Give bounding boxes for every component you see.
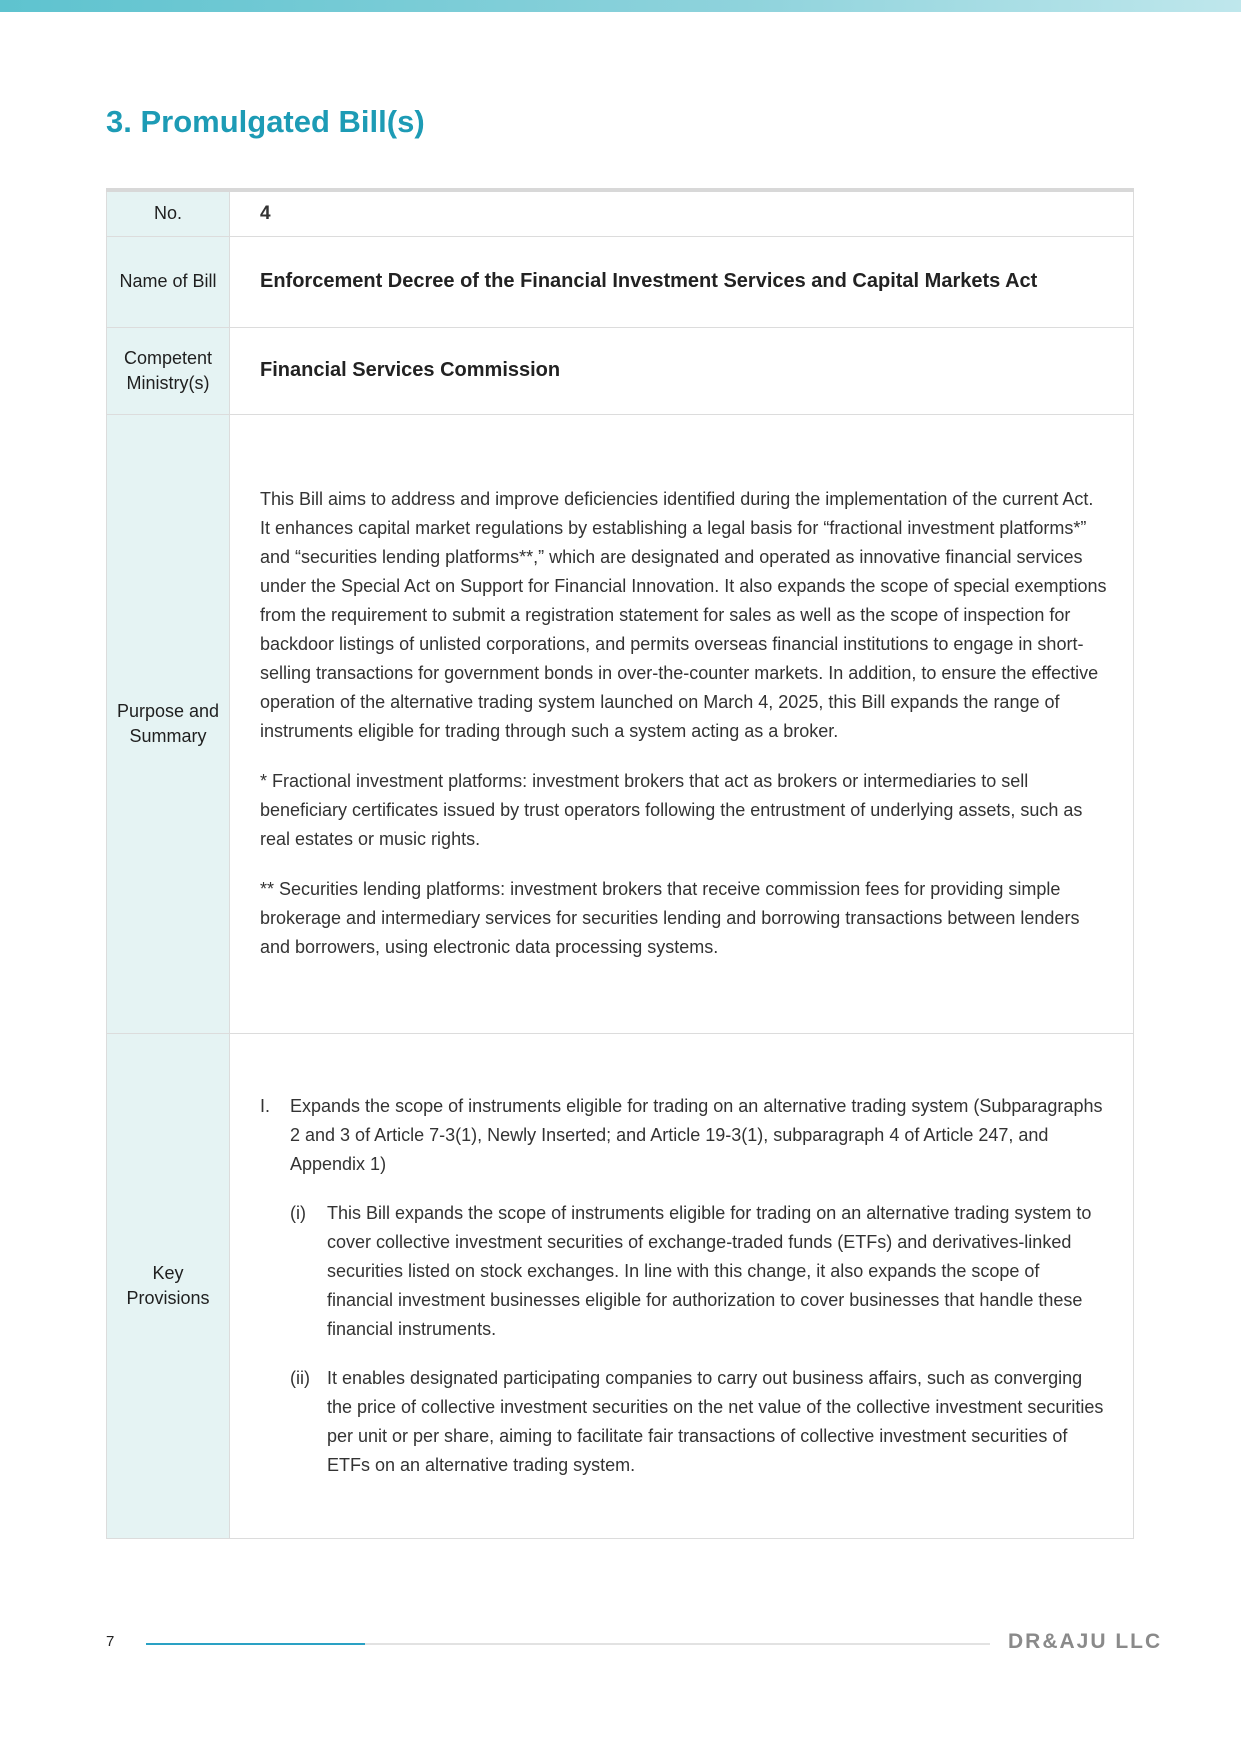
name-label: Name of Bill xyxy=(107,236,230,327)
top-accent-bar xyxy=(0,0,1241,12)
section-heading: 3. Promulgated Bill(s) xyxy=(106,104,425,139)
key-label: Key Provisions xyxy=(107,1033,230,1538)
table-row-no xyxy=(107,190,1134,236)
list-item xyxy=(290,1364,1107,1480)
list-item xyxy=(260,1092,1107,1179)
name-value: Enforcement Decree of the Financial Investment Services and Capital Markets Act xyxy=(230,236,1134,327)
ministry-value: Financial Services Commission xyxy=(230,327,1134,414)
list-item-text: This Bill expands the scope of instruments eligible for trading on an alternative trading system to cover collective investment securities of exchange-traded funds (ETFs) and derivatives-linked securities listed on stock exchanges. In line with this change, it also expands the scope of financial investment businesses eligible for authorization to cover businesses that handle these financial instruments. xyxy=(327,1202,1092,1339)
list-item xyxy=(290,1199,1107,1344)
footer-progress-fill xyxy=(146,1643,365,1645)
table-row-key xyxy=(107,1033,1134,1538)
table-row-ministry xyxy=(107,327,1134,414)
no-value: 4 xyxy=(230,190,1134,236)
key-value xyxy=(230,1033,1134,1538)
list-marker: I. xyxy=(260,1095,271,1116)
list-marker: (ii) xyxy=(290,1367,310,1388)
purpose-value xyxy=(230,414,1134,1033)
ministry-label: Competent Ministry(s) xyxy=(107,327,230,414)
purpose-footnote-1: * Fractional investment platforms: investment brokers that act as brokers or intermediaries to sell beneficiary certificates issued by trust operators following the entrustment of underlying assets, such as real estates or music rights. xyxy=(260,771,1083,849)
no-label: No. xyxy=(107,190,230,236)
purpose-label: Purpose and Summary xyxy=(107,414,230,1033)
table-row-purpose xyxy=(107,414,1134,1033)
purpose-footnote-2: ** Securities lending platforms: investment brokers that receive commission fees for providing simple brokerage and intermediary services for securities lending and borrowing transactions between lenders and borrowers, using electronic data processing systems. xyxy=(260,879,1080,957)
list-item-text: It enables designated participating companies to carry out business affairs, such as converging the price of collective investment securities on the net value of the collective investment securities per unit or per share, aiming to facilitate fair transactions of collective investment securities of ETFs on an alternative trading system. xyxy=(327,1367,1104,1475)
purpose-paragraph-main: This Bill aims to address and improve deficiencies identified during the implementation of the current Act. It enhances capital market regulations by establishing a legal basis for “fractional investment platforms*” and “securities lending platforms**,” which are designated and operated as innovative financial services under the Special Act on Support for Financial Innovation. It also expands the scope of special exemptions from the requirement to submit a registration statement for sales as well as the scope of inspection for backdoor listings of unlisted corporations, and permits overseas financial institutions to engage in short-selling transactions for government bonds in over-the-counter markets. In addition, to ensure the effective operation of the alternative trading system launched on March 4, 2025, this Bill expands the range of instruments eligible for trading through such a system acting as a broker. xyxy=(260,489,1107,741)
page-number: 7 xyxy=(106,1633,115,1650)
table-row-name xyxy=(107,236,1134,327)
company-logo: DR&AJU LLC xyxy=(1008,1630,1163,1653)
footer-progress-line xyxy=(146,1643,990,1645)
list-marker: (i) xyxy=(290,1202,306,1223)
list-item-text: Expands the scope of instruments eligible for trading on an alternative trading system (Subparagraphs 2 and 3 of Article 7-3(1), Newly Inserted; and Article 19-3(1), subparagraph 4 of Article 247, and Appendix 1) xyxy=(290,1095,1103,1174)
bill-table xyxy=(106,188,1134,1539)
